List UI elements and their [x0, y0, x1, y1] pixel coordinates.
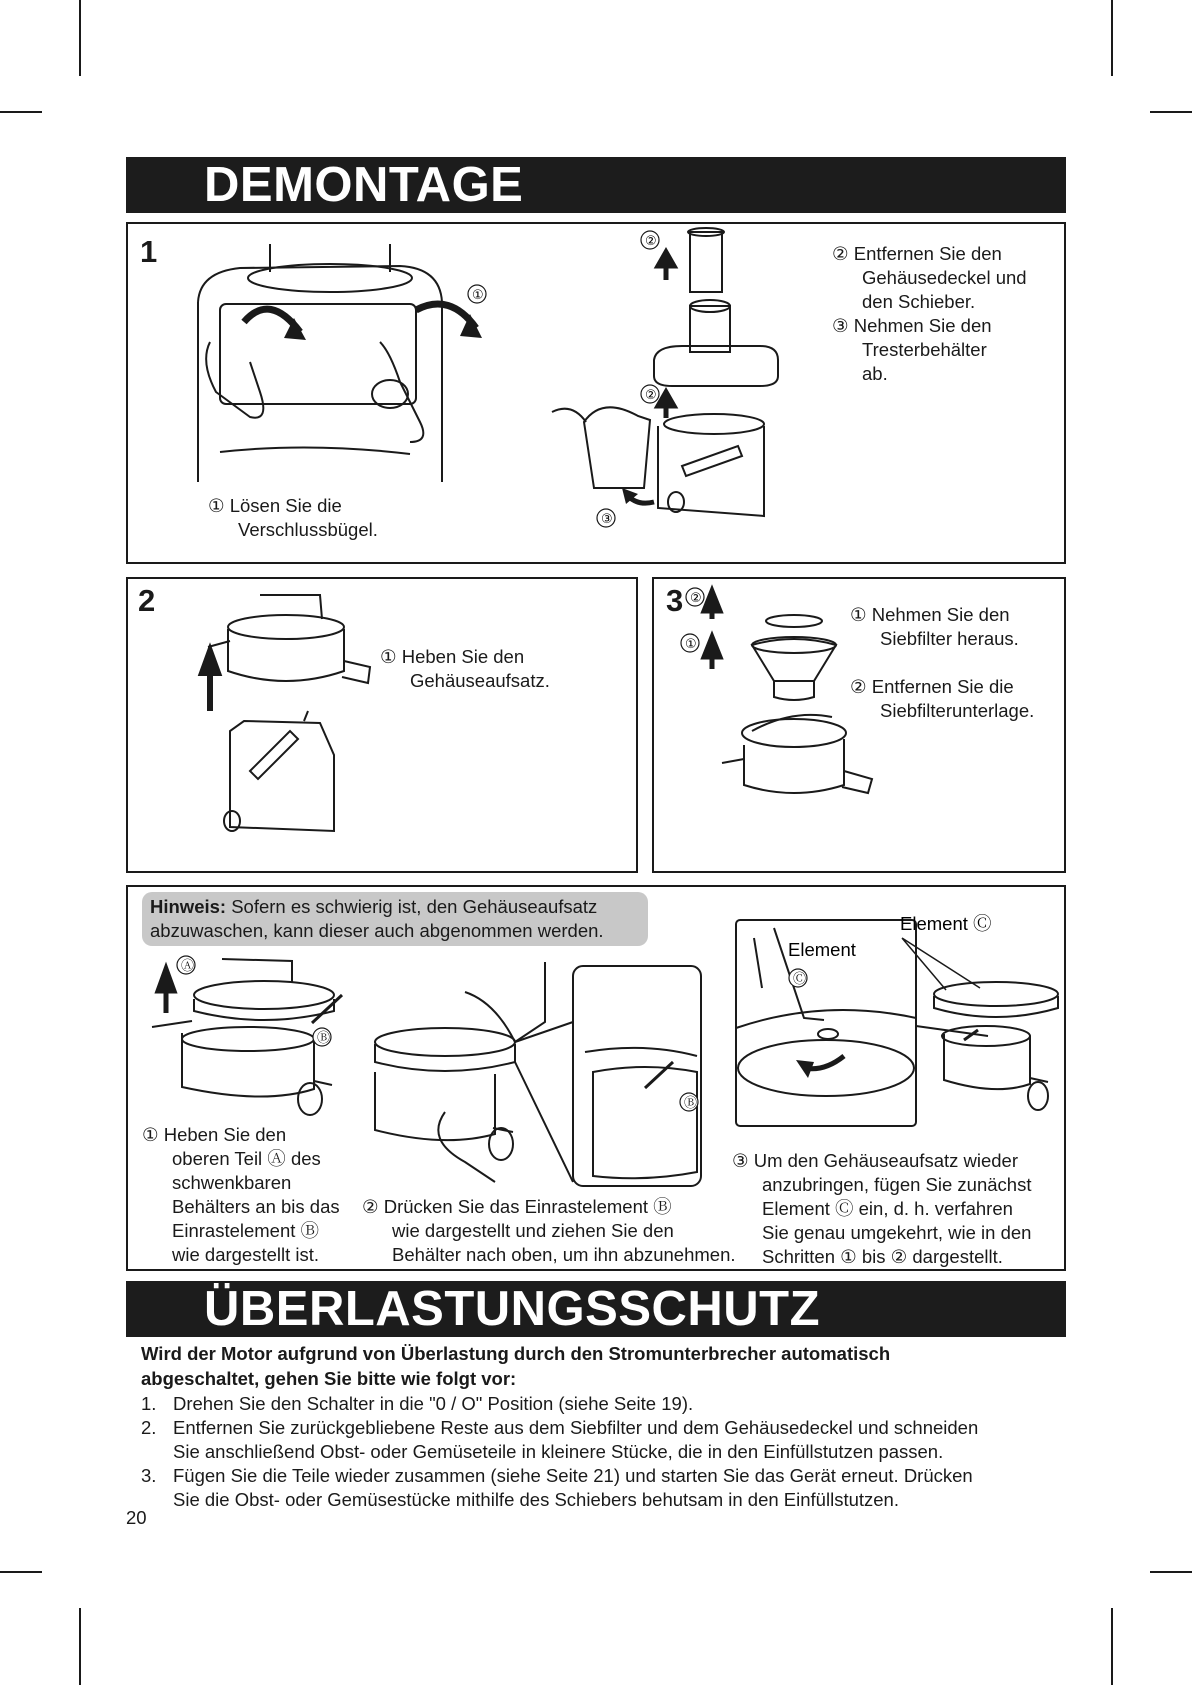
callout-label: Ⓑ — [317, 1030, 331, 1045]
callout-label: ② — [645, 387, 657, 402]
crop-mark — [0, 1571, 42, 1573]
crop-mark — [79, 0, 81, 76]
insert-element-illustration — [734, 908, 1074, 1128]
lift-cover-illustration — [200, 591, 400, 861]
callout-label: Ⓒ — [793, 971, 807, 986]
callout-label: ② — [690, 590, 702, 605]
hint-note — [142, 892, 648, 946]
overload-steps-list — [141, 1392, 1061, 1512]
step2-instruction: ① Heben Sie den Gehäuseaufsatz. — [380, 646, 550, 691]
hint-step2-instruction: ② Drücken Sie das Einrastelement Ⓑ wie dargestellt und ziehen Sie den Behälter nach oben, um ihn abzunehmen. — [362, 1196, 736, 1265]
crop-mark — [1111, 1608, 1113, 1685]
press-latch-illustration — [345, 962, 705, 1192]
crop-mark — [1111, 0, 1113, 76]
element-label: Element Ⓒ — [900, 913, 992, 934]
page-number: 20 — [126, 1507, 147, 1528]
callout-label: ② — [645, 233, 657, 248]
list-item: 1. Drehen Sie den Schalter in die "0 / O" Position (siehe Seite 19). — [141, 1393, 694, 1414]
hint-text: Sofern es schwierig ist, den Gehäuseaufsatz — [226, 896, 598, 917]
step3-remove-filter-instruction: ① Nehmen Sie den Siebfilter heraus. — [850, 604, 1019, 649]
list-item: 3. Fügen Sie die Teile wieder zusammen (siehe Seite 21) und starten Sie das Gerät erneut. Drücken Sie die Obst- oder Gemüsestücke mithilfe des Schiebers behutsam in den Einfüllstutzen. — [141, 1465, 973, 1510]
hint-step1-instruction: ① Heben Sie den oberen Teil Ⓐ des schwenkbaren Behälters an bis das Einrastelement Ⓑ wie dargestellt ist. — [142, 1124, 340, 1265]
step-number: 2 — [138, 583, 156, 618]
callout-label: ① — [685, 636, 697, 651]
unlock-clamps-illustration — [190, 242, 520, 482]
callout-label: ③ — [601, 511, 613, 526]
step-number: 3 — [666, 583, 684, 618]
crop-mark — [1150, 111, 1192, 113]
lift-upper-part-illustration — [152, 955, 352, 1125]
section-header-demontage: DEMONTAGE — [126, 157, 1066, 213]
crop-mark — [1150, 1571, 1192, 1573]
step-number: 1 — [140, 234, 158, 269]
step3-panel — [652, 577, 1066, 873]
section-header-overload: ÜBERLASTUNGSSCHUTZ — [126, 1281, 1066, 1337]
step1-panel — [126, 222, 1066, 564]
element-label: Element — [788, 939, 856, 960]
crop-mark — [79, 1608, 81, 1685]
overload-intro: Wird der Motor aufgrund von Überlastung durch den Stromunterbrecher automatisch abgeschaltet, gehen Sie bitte wie folgt vor: — [141, 1343, 891, 1389]
step1-remove-pulp-instruction: ③ Nehmen Sie den Tresterbehälter ab. — [832, 315, 992, 384]
crop-mark — [0, 111, 42, 113]
step1-release-instruction: ① Lösen Sie die Verschlussbügel. — [208, 495, 378, 540]
step3-remove-base-instruction: ② Entfernen Sie die Siebfilterunterlage. — [850, 676, 1035, 721]
remove-lid-pusher-illustration — [542, 226, 832, 556]
hint-step3-instruction: ③ Um den Gehäuseaufsatz wieder anzubringen, fügen Sie zunächst Element Ⓒ ein, d. h. verfahren Sie genau umgekehrt, wie in den Schritten ① bis ② dargestellt. — [732, 1150, 1032, 1267]
step1-remove-lid-instruction: ② Entfernen Sie den Gehäusedeckel und den Schieber. — [832, 243, 1027, 312]
step2-panel — [126, 577, 638, 873]
list-item: 2. Entfernen Sie zurückgebliebene Reste aus dem Siebfilter und dem Gehäusedeckel und schneiden Sie anschließend Obst- oder Gemüseteile in kleinere Stücke, die in den Einfüllstutzen passen. — [141, 1417, 979, 1462]
hint-text: abzuwaschen, kann dieser auch abgenommen werden. — [150, 920, 604, 941]
hint-label: Hinweis: — [150, 896, 227, 917]
callout-label: Ⓑ — [684, 1095, 698, 1110]
callout-label: Ⓐ — [181, 958, 195, 973]
callout-label: ① — [472, 287, 484, 302]
